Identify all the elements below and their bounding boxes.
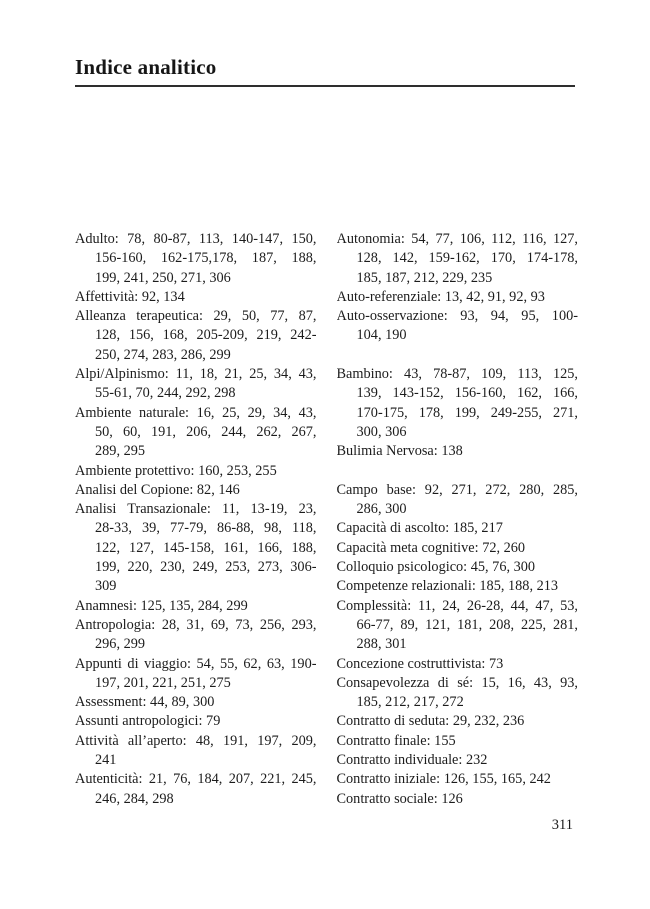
index-entry — [337, 288, 579, 307]
entry-continuation-line: 28-33, 39, 77-79, 86-88, 98, 118, — [95, 520, 317, 537]
index-entry — [75, 230, 317, 288]
entry-first-line: Contratto sociale: 126 — [336, 790, 463, 807]
entry-first-line: Complessità: 11, 24, 26-28, 44, 47, 53, — [336, 597, 578, 614]
entry-continuation-line: 50, 60, 191, 206, 244, 262, 267, — [95, 423, 317, 440]
entry-first-line: Analisi Transazionale: 11, 13-19, 23, — [75, 501, 317, 518]
entry-first-line: Colloquio psicologico: 45, 76, 300 — [336, 559, 536, 576]
index-entry — [75, 597, 317, 616]
index-entry — [337, 790, 579, 809]
entry-continuation-line: 241 — [95, 752, 117, 769]
index-entry — [337, 712, 579, 731]
entry-first-line: Autonomia: 54, 77, 106, 112, 116, 127, — [336, 231, 578, 247]
index-entry — [337, 442, 579, 461]
entry-first-line: Concezione costruttivista: 73 — [336, 655, 504, 672]
entry-first-line: Affettività: 92, 134 — [75, 288, 185, 305]
entry-continuation-line: 288, 301 — [356, 636, 407, 653]
index-entry — [75, 712, 317, 731]
entry-continuation-line: 309 — [95, 578, 117, 595]
index-entry — [337, 770, 579, 789]
entry-continuation-line: 199, 241, 250, 271, 306 — [95, 269, 231, 286]
column-spacer — [337, 462, 579, 481]
entry-continuation-line: 185, 187, 212, 229, 235 — [356, 269, 493, 286]
entry-continuation-line: 300, 306 — [356, 423, 407, 440]
entry-continuation-line: 55-61, 70, 244, 292, 298 — [95, 385, 236, 402]
index-entry — [337, 307, 579, 346]
index-entry — [337, 519, 579, 538]
entry-continuation-line: 139, 143-152, 156-160, 162, 166, — [356, 385, 578, 402]
entry-first-line: Bambino: 43, 78-87, 109, 113, 125, — [336, 366, 578, 383]
entry-first-line: Bulimia Nervosa: 138 — [336, 443, 463, 460]
entry-continuation-line: 289, 295 — [95, 443, 146, 460]
index-entry — [75, 616, 317, 655]
entry-first-line: Ambiente naturale: 16, 25, 29, 34, 43, — [75, 404, 317, 421]
entry-first-line: Assessment: 44, 89, 300 — [75, 694, 215, 711]
entry-continuation-line: 128, 156, 168, 205-209, 219, 242- — [95, 327, 317, 344]
index-entry — [337, 558, 579, 577]
entry-first-line: Auto-osservazione: 93, 94, 95, 100- — [336, 308, 578, 325]
entry-first-line: Attività all’aperto: 48, 191, 197, 209, — [75, 732, 317, 749]
index-entry — [75, 288, 317, 307]
entry-continuation-line: 197, 201, 221, 251, 275 — [95, 674, 231, 691]
entry-first-line: Alpi/Alpinismo: 11, 18, 21, 25, 34, 43, — [75, 366, 317, 383]
entry-first-line: Contratto di seduta: 29, 232, 236 — [336, 713, 525, 730]
entry-continuation-line: 104, 190 — [356, 327, 407, 344]
entry-continuation-line: 128, 142, 159-162, 170, 174-178, — [356, 250, 578, 267]
entry-first-line: Alleanza terapeutica: 29, 50, 77, 87, — [75, 308, 317, 325]
index-column-left — [75, 230, 317, 809]
index-entry — [337, 655, 579, 674]
index-entry — [75, 365, 317, 404]
index-entry — [337, 365, 579, 442]
entry-continuation-line: 199, 220, 230, 249, 253, 273, 306- — [95, 559, 317, 576]
entry-first-line: Campo base: 92, 271, 272, 280, 285, — [336, 481, 578, 498]
entry-first-line: Antropologia: 28, 31, 69, 73, 256, 293, — [75, 616, 317, 633]
index-entry — [75, 307, 317, 365]
entry-continuation-line: 296, 299 — [95, 636, 146, 653]
index-entry — [75, 693, 317, 712]
entry-first-line: Adulto: 78, 80-87, 113, 140-147, 150, — [75, 231, 317, 247]
entry-first-line: Auto-referenziale: 13, 42, 91, 92, 93 — [336, 288, 545, 305]
entry-first-line: Consapevolezza di sé: 15, 16, 43, 93, — [336, 674, 578, 691]
entry-first-line: Competenze relazionali: 185, 188, 213 — [336, 578, 559, 595]
index-entry — [75, 655, 317, 694]
column-spacer — [337, 346, 579, 365]
index-entry — [75, 770, 317, 809]
entry-first-line: Contratto individuale: 232 — [336, 752, 488, 769]
index-entry — [75, 732, 317, 771]
index-column-right — [337, 230, 579, 809]
index-columns — [75, 230, 578, 809]
index-entry — [75, 481, 317, 500]
entry-continuation-line: 156-160, 162-175,178, 187, 188, — [95, 250, 317, 267]
title-rule — [75, 85, 575, 87]
index-entry — [75, 404, 317, 462]
entry-first-line: Contratto iniziale: 126, 155, 165, 242 — [336, 771, 551, 788]
index-entry — [337, 577, 579, 596]
entry-first-line: Autenticità: 21, 76, 184, 207, 221, 245, — [75, 771, 317, 788]
entry-continuation-line: 66-77, 89, 121, 181, 208, 225, 281, — [356, 616, 578, 633]
entry-first-line: Capacità meta cognitive: 72, 260 — [336, 539, 526, 556]
index-entry — [337, 230, 579, 288]
entry-continuation-line: 286, 300 — [356, 501, 407, 518]
entry-continuation-line: 170-175, 178, 199, 249-255, 271, — [356, 404, 578, 421]
page-number: 311 — [551, 817, 573, 833]
entry-first-line: Assunti antropologici: 79 — [75, 713, 221, 730]
entry-first-line: Ambiente protettivo: 160, 253, 255 — [75, 462, 277, 479]
entry-continuation-line: 185, 212, 217, 272 — [356, 694, 464, 711]
entry-first-line: Analisi del Copione: 82, 146 — [75, 481, 240, 498]
index-entry — [337, 481, 579, 520]
entry-continuation-line: 250, 274, 283, 286, 299 — [95, 346, 231, 363]
index-entry — [337, 751, 579, 770]
index-entry — [75, 500, 317, 596]
entry-first-line: Contratto finale: 155 — [336, 732, 456, 749]
entry-first-line: Appunti di viaggio: 54, 55, 62, 63, 190- — [75, 655, 317, 672]
index-entry — [337, 597, 579, 655]
page-title: Indice analitico — [75, 55, 217, 79]
index-entry — [337, 732, 579, 751]
index-entry — [337, 674, 579, 713]
index-entry — [337, 539, 579, 558]
entry-first-line: Anamnesi: 125, 135, 284, 299 — [75, 597, 248, 614]
entry-continuation-line: 246, 284, 298 — [95, 790, 174, 807]
entry-first-line: Capacità di ascolto: 185, 217 — [336, 520, 503, 537]
index-entry — [75, 462, 317, 481]
entry-continuation-line: 122, 127, 145-158, 161, 166, 188, — [95, 539, 317, 556]
